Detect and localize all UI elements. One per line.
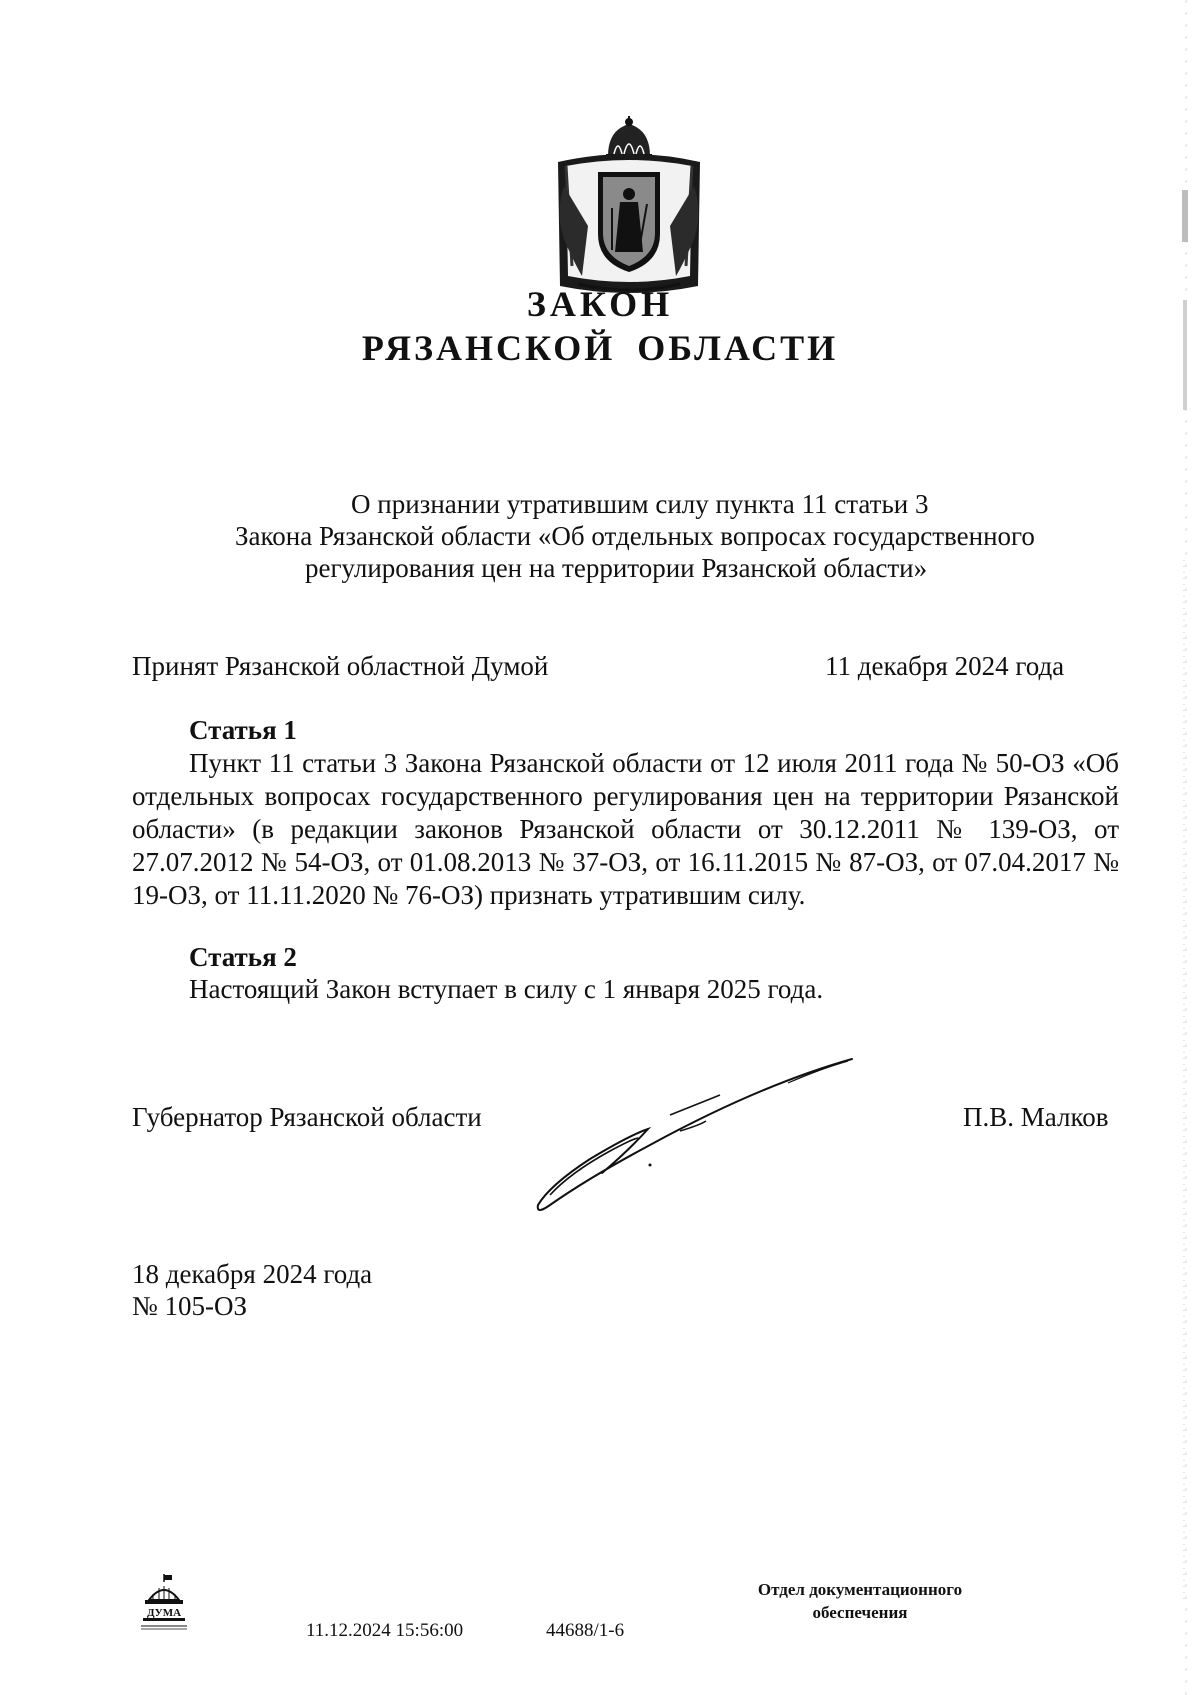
scan-edge-artifact bbox=[1178, 0, 1192, 1695]
duma-building-icon bbox=[139, 1574, 189, 1634]
signing-date: 18 декабря 2024 года bbox=[132, 1259, 373, 1289]
registration-datetime: 11.12.2024 15:56:00 bbox=[306, 1620, 464, 1641]
signatory-title: Губернатор Рязанской области bbox=[132, 1102, 482, 1132]
article-1-text: Пункт 11 статьи 3 Закона Рязанской области от 12 июля 2011 года № 50-ОЗ «Об отдельных вопросах государственного регулирования цен на территории Рязанской области» (в редакции законов Рязанской области от 30.12.2011 № 139-ОЗ, от 27.07.2012 № 54-ОЗ, от 01.08.2013 № 37-ОЗ, от 16.11.2015 № 87-ОЗ, от 07.04.2017 № 19-ОЗ, от 11.11.2020 № 76-ОЗ) признать утратившим силу. bbox=[132, 748, 1119, 910]
article-2-heading: Статья 2 bbox=[189, 942, 297, 972]
law-region-title: РЯЗАНСКОЙ ОБЛАСТИ bbox=[361, 328, 839, 368]
article-2-text: Настоящий Закон вступает в силу с 1 января 2025 года. bbox=[189, 974, 824, 1004]
subject-line: О признании утратившим силу пункта 11 статьи 3 bbox=[351, 489, 929, 519]
adoption-date: 11 декабря 2024 года bbox=[825, 651, 1065, 681]
coat-of-arms-icon bbox=[548, 116, 710, 300]
registration-code: 44688/1-6 bbox=[546, 1620, 625, 1641]
signatory-name: П.В. Малков bbox=[963, 1102, 1109, 1132]
adoption-label: Принят Рязанской областной Думой bbox=[132, 651, 549, 681]
article-1-heading: Статья 1 bbox=[189, 715, 297, 745]
department-name-cont: обеспечения bbox=[812, 1603, 908, 1622]
handwritten-signature bbox=[530, 1055, 860, 1215]
law-title: ЗАКОН bbox=[526, 284, 674, 324]
duma-logo-text: ДУМА bbox=[146, 1607, 182, 1619]
subject-line: регулирования цен на территории Рязанской области» bbox=[305, 553, 928, 583]
law-number: № 105-ОЗ bbox=[132, 1291, 248, 1321]
article-1-body bbox=[132, 747, 1119, 912]
subject-line: Закона Рязанской области «Об отдельных вопросах государственного bbox=[235, 521, 1035, 551]
department-name: Отдел документационного bbox=[757, 1580, 963, 1599]
